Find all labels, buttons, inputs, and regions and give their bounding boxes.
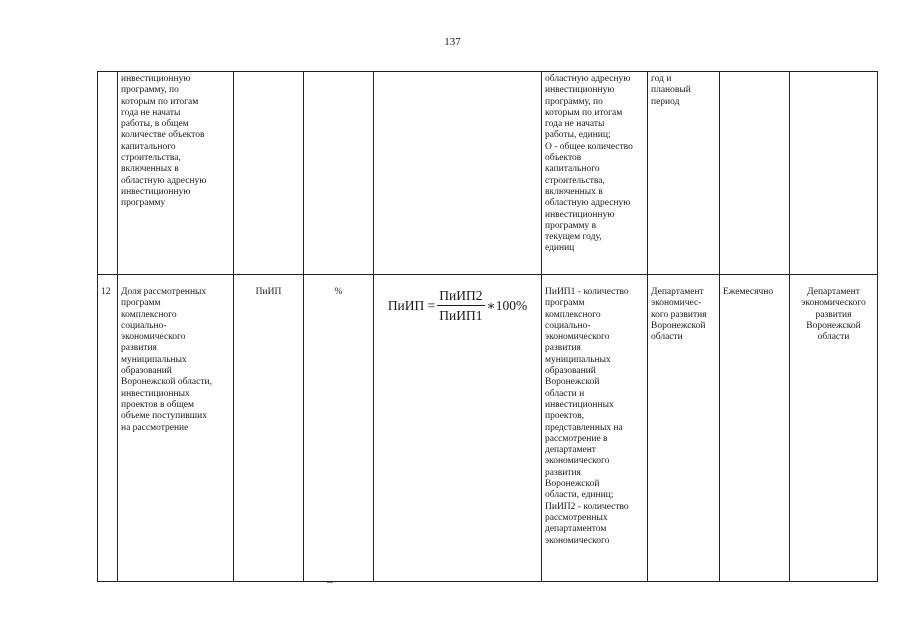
text-line: программу xyxy=(121,198,166,209)
indicators-table xyxy=(97,71,878,582)
text-line: области xyxy=(651,332,683,343)
cell-unit: % xyxy=(304,275,374,582)
text-line: года не начаты xyxy=(545,119,605,130)
text-line: Воронежской xyxy=(651,320,706,331)
text-line: программу, по xyxy=(545,96,603,107)
cell-description xyxy=(542,72,648,275)
text-line: года не начаты xyxy=(121,107,181,118)
formula-rhs: ∗100% xyxy=(486,297,528,313)
text-line: образований xyxy=(121,366,172,377)
text-line: рассмотрение в xyxy=(545,433,608,444)
text-line: департаментом xyxy=(545,524,607,535)
text-line: социально- xyxy=(545,320,591,331)
text-line: развития xyxy=(545,343,581,354)
text-line: развития xyxy=(545,467,581,478)
text-line: работы, в общем xyxy=(121,119,189,130)
text-line: проектов, xyxy=(545,411,585,422)
text-line: текущем году, xyxy=(545,232,602,243)
text-line: на рассмотрение xyxy=(121,422,189,433)
text-line: О - общее количество xyxy=(545,141,633,152)
table-row-12 xyxy=(98,275,878,582)
cell-num: 12 xyxy=(98,275,118,582)
text-line: экономичес- xyxy=(651,298,702,309)
cell-formula xyxy=(374,72,542,275)
formula-fraction xyxy=(437,289,484,322)
cell-formula xyxy=(374,275,542,582)
text-line: программу, по xyxy=(121,85,179,96)
cell-source xyxy=(790,275,878,582)
cell-source xyxy=(790,72,878,275)
text-line: строительства, xyxy=(545,175,605,186)
text-line: представленных на xyxy=(545,422,623,433)
text-line: комплексного xyxy=(545,309,601,320)
text-line: областную адресную xyxy=(545,74,631,84)
text-line: единиц xyxy=(545,243,575,254)
cell-code: ПиИП xyxy=(234,275,304,582)
text-line: областную адресную xyxy=(121,175,207,186)
cell-responsible xyxy=(648,275,720,582)
text-line: области и xyxy=(545,388,585,399)
text-line: Воронежской xyxy=(545,377,600,388)
text-line: программ xyxy=(545,298,585,309)
text-line: Департамент xyxy=(807,287,860,297)
text-line: инвестиционных xyxy=(121,388,190,399)
text-line: муниципальных xyxy=(545,354,611,365)
text-line: областную адресную xyxy=(545,198,631,209)
text-line: экономического xyxy=(545,332,610,343)
table-row-continuation xyxy=(98,72,878,275)
text-line: включенных в xyxy=(121,164,179,175)
cell-code xyxy=(234,72,304,275)
text-line: комплексного xyxy=(121,309,177,320)
text-line: социально- xyxy=(121,320,167,331)
text-line: плановый xyxy=(651,85,691,96)
text-line: которым по итогам xyxy=(121,96,199,107)
text-line: департамент xyxy=(545,445,596,456)
formula-denominator: ПиИП1 xyxy=(439,307,483,323)
text-line: Доля рассмотренных xyxy=(121,287,207,297)
text-line: Воронежской xyxy=(545,479,600,490)
formula xyxy=(377,289,538,322)
text-line: экономического xyxy=(545,535,610,546)
text-line: инвестиционную xyxy=(545,209,615,220)
cell-unit xyxy=(304,72,374,275)
text-line: программу в xyxy=(545,220,597,231)
text-line: инвестиционную xyxy=(545,85,615,96)
text-line: ПиИП1 - количество xyxy=(545,287,629,297)
text-line: экономического xyxy=(801,298,866,309)
cell-indicator-name xyxy=(118,72,234,275)
text-line: области, единиц; xyxy=(545,490,614,501)
text-line: проектов в общем xyxy=(121,399,195,410)
text-line: включенных в xyxy=(545,186,603,197)
text-line: Департамент xyxy=(651,287,704,297)
text-line: рассмотренных xyxy=(545,512,608,523)
text-line: объектов xyxy=(545,153,582,164)
text-line: строительства, xyxy=(121,153,181,164)
text-line: инвестиционную xyxy=(121,186,191,197)
text-line: период xyxy=(651,96,680,107)
text-line: развития xyxy=(121,343,157,354)
text-line: инвестиционных xyxy=(545,399,614,410)
formula-lhs: ПиИП = xyxy=(387,297,436,313)
text-line: работы, единиц; xyxy=(545,130,611,141)
cell-frequency xyxy=(720,72,790,275)
text-line: количестве объектов xyxy=(121,130,205,141)
text-line: инвестиционную xyxy=(121,74,191,84)
text-line: год и xyxy=(651,74,672,84)
cell-indicator-name xyxy=(118,275,234,582)
text-line: капитального xyxy=(121,141,176,152)
cell-period xyxy=(648,72,720,275)
scan-mark xyxy=(327,582,333,583)
cell-description xyxy=(542,275,648,582)
text-line: муниципальных xyxy=(121,354,187,365)
page-number: 137 xyxy=(444,36,461,48)
text-line: ПиИП2 - количество xyxy=(545,501,629,512)
text-line: Воронежской области, xyxy=(121,377,212,388)
text-line: объеме поступивших xyxy=(121,411,207,422)
text-line: которым по итогам xyxy=(545,107,623,118)
text-line: экономического xyxy=(121,332,186,343)
text-line: развития xyxy=(815,309,852,320)
text-line: экономического xyxy=(545,456,610,467)
text-line: капитального xyxy=(545,164,600,175)
cell-num xyxy=(98,72,118,275)
text-line: кого развития xyxy=(651,309,707,320)
text-line: области xyxy=(817,332,850,343)
formula-numerator: ПиИП2 xyxy=(437,289,484,306)
cell-frequency: Ежемесячно xyxy=(720,275,790,582)
text-line: программ xyxy=(121,298,161,309)
text-line: Воронежской xyxy=(806,320,861,331)
text-line: образований xyxy=(545,366,596,377)
